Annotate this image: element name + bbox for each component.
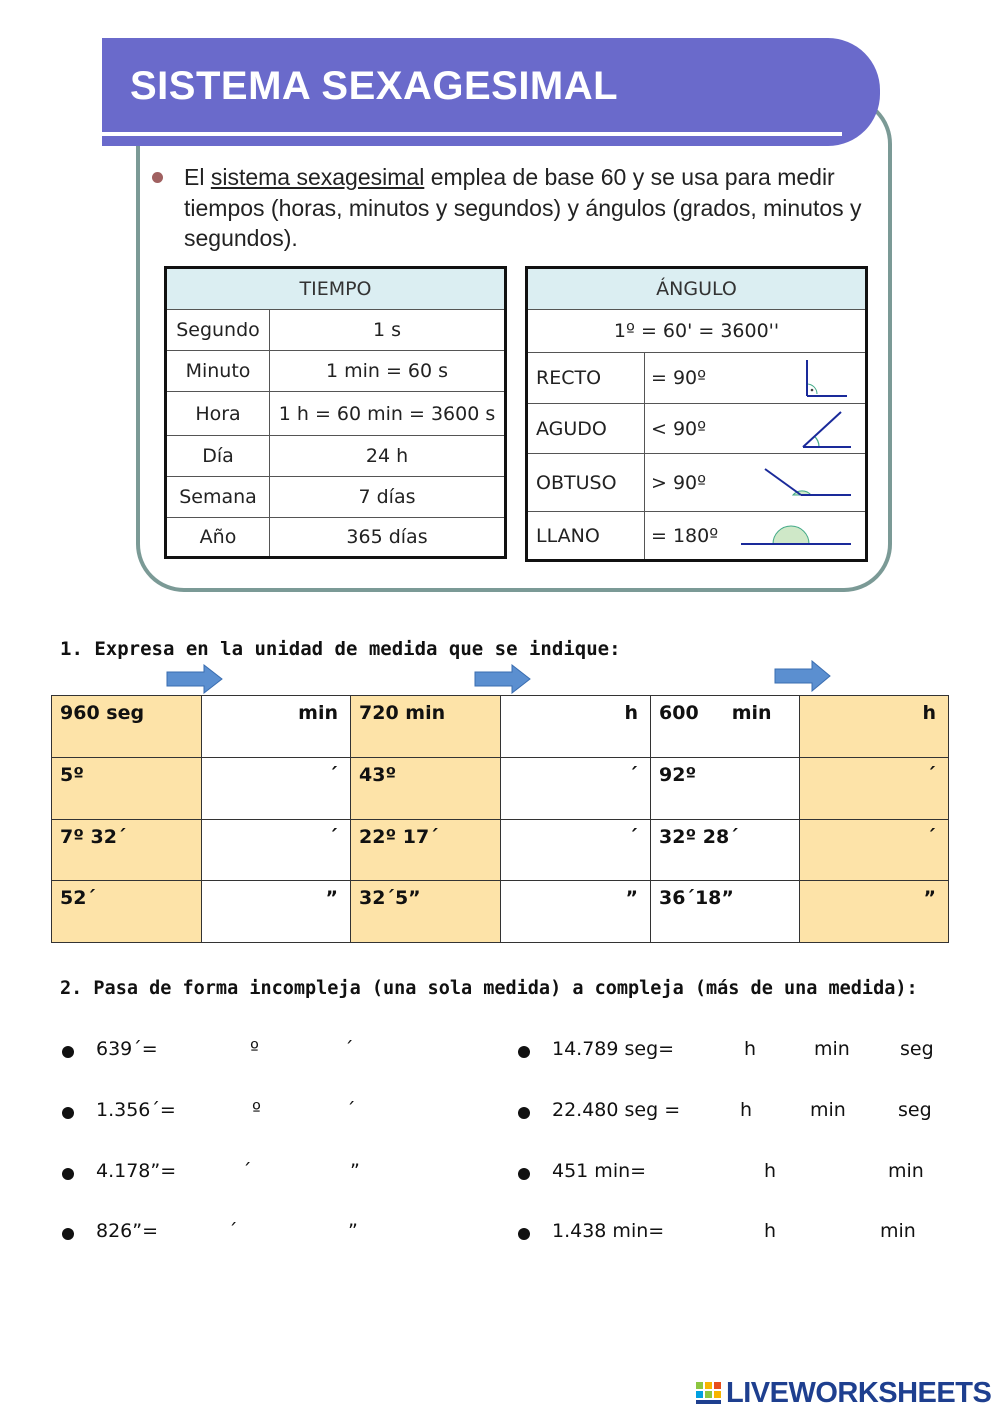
exercise2-item: [62, 1220, 442, 1246]
answer-cell[interactable]: ”: [202, 881, 351, 943]
given-value: 7º 32´: [52, 819, 202, 881]
given-value: 600 min: [651, 696, 800, 758]
tiempo-unit: Minuto: [166, 351, 270, 392]
tiempo-table: [164, 266, 507, 559]
answer-unit[interactable]: min: [810, 1099, 846, 1121]
tiempo-value: 7 días: [270, 477, 506, 518]
exercise2-label: 4.178”=: [96, 1160, 177, 1182]
answer-unit[interactable]: ´: [346, 1099, 356, 1121]
answer-cell[interactable]: h: [501, 696, 651, 758]
intro-part1: El: [184, 164, 211, 190]
intro-underlined: sistema sexagesimal: [210, 164, 425, 190]
bullet-icon: [62, 1168, 74, 1180]
angle-equivalence: 1º = 60' = 3600'': [527, 310, 867, 353]
bullet-icon: [62, 1228, 74, 1240]
answer-cell[interactable]: min: [202, 696, 351, 758]
title-underline: [102, 132, 842, 136]
answer-unit[interactable]: º: [252, 1099, 261, 1121]
bullet-icon: [62, 1107, 74, 1119]
tiempo-unit: Día: [166, 436, 270, 477]
answer-unit[interactable]: h: [764, 1220, 777, 1242]
angle-value: > 90º: [651, 471, 707, 494]
exercise2-item: [62, 1099, 442, 1125]
given-value: 92º: [651, 757, 800, 819]
exercise2-item: [62, 1160, 442, 1186]
answer-unit[interactable]: h: [740, 1099, 753, 1121]
tiempo-unit: Año: [166, 518, 270, 558]
exercise2-label: 1.356´=: [96, 1099, 176, 1121]
tiempo-value: 1 s: [270, 310, 506, 351]
given-value: 52´: [52, 881, 202, 943]
arrow-right-icon: [774, 660, 832, 692]
tiempo-value: 1 h = 60 min = 3600 s: [270, 392, 506, 436]
given-value: 32º 28´: [651, 819, 800, 881]
answer-unit[interactable]: ´: [344, 1038, 354, 1060]
given-value: 720 min: [351, 696, 501, 758]
answer-unit[interactable]: ”: [350, 1160, 360, 1182]
angle-name: LLANO: [527, 512, 645, 561]
answer-cell[interactable]: ´: [800, 819, 949, 881]
answer-cell[interactable]: h: [800, 696, 949, 758]
exercise2-label: 14.789 seg=: [552, 1038, 675, 1060]
given-value: 36´18”: [651, 881, 800, 943]
answer-unit[interactable]: ´: [228, 1220, 238, 1242]
exercise2-label: 22.480 seg =: [552, 1099, 681, 1121]
obtuse-angle-icon: [759, 463, 855, 503]
liveworksheets-logo-icon: [696, 1380, 724, 1406]
angle-value: = 90º: [651, 367, 707, 389]
exercise2-item: [518, 1160, 958, 1186]
answer-unit[interactable]: h: [744, 1038, 757, 1060]
acute-angle-icon: [799, 409, 855, 449]
page-title: SISTEMA SEXAGESIMAL: [130, 64, 619, 108]
bullet-icon: [62, 1046, 74, 1058]
exercise2-item: [62, 1038, 442, 1064]
answer-unit[interactable]: min: [880, 1220, 916, 1242]
tiempo-unit: Hora: [166, 392, 270, 436]
angle-value: = 180º: [651, 524, 719, 547]
answer-cell[interactable]: ´: [501, 757, 651, 819]
bullet-icon: [518, 1107, 530, 1119]
exercise1-heading: 1. Expresa en la unidad de medida que se indique:: [60, 638, 621, 660]
arrow-right-icon: [474, 664, 532, 694]
angle-name: AGUDO: [527, 404, 645, 454]
intro-part2: emplea de base 60 y se usa para medir tiempos (horas, minutos y segundos) y ángulos (grados, minutos y segundos).: [184, 164, 862, 251]
exercise2-label: 1.438 min=: [552, 1220, 665, 1242]
bullet-icon: [518, 1228, 530, 1240]
bullet-icon: [518, 1168, 530, 1180]
answer-cell[interactable]: ´: [800, 757, 949, 819]
tiempo-value: 365 días: [270, 518, 506, 558]
answer-unit[interactable]: min: [814, 1038, 850, 1060]
tiempo-value: 1 min = 60 s: [270, 351, 506, 392]
exercise1-table: [51, 695, 949, 943]
angle-value: < 90º: [651, 417, 707, 440]
answer-cell[interactable]: ´: [202, 757, 351, 819]
arrow-right-icon: [166, 664, 224, 694]
logo-text: LIVEWORKSHEETS: [726, 1376, 992, 1409]
exercise2-heading: 2. Pasa de forma incompleja (una sola medida) a compleja (más de una medida):: [60, 978, 918, 999]
right-angle-icon: [805, 358, 855, 398]
tiempo-unit: Semana: [166, 477, 270, 518]
exercise2-label: 451 min=: [552, 1160, 647, 1182]
angulo-table: [525, 266, 868, 562]
answer-cell[interactable]: ”: [800, 881, 949, 943]
bullet-icon: [518, 1046, 530, 1058]
answer-cell[interactable]: ´: [202, 819, 351, 881]
title-band: [102, 38, 880, 146]
exercise2-item: [518, 1099, 958, 1125]
answer-unit[interactable]: min: [888, 1160, 924, 1182]
answer-unit[interactable]: º: [250, 1038, 259, 1060]
straight-angle-icon: [739, 518, 855, 554]
answer-unit[interactable]: ´: [242, 1160, 252, 1182]
tiempo-unit: Segundo: [166, 310, 270, 351]
answer-cell[interactable]: ”: [501, 881, 651, 943]
angle-name: OBTUSO: [527, 454, 645, 512]
exercise2-item: [518, 1220, 958, 1246]
liveworksheets-logo[interactable]: [696, 1376, 991, 1410]
given-value: 960 seg: [52, 696, 202, 758]
exercise2-item: [518, 1038, 958, 1064]
answer-cell[interactable]: ´: [501, 819, 651, 881]
given-value: 43º: [351, 757, 501, 819]
angle-name: RECTO: [527, 353, 645, 404]
given-value: 5º: [52, 757, 202, 819]
answer-unit[interactable]: h: [764, 1160, 777, 1182]
given-value: 22º 17´: [351, 819, 501, 881]
tiempo-table-title: TIEMPO: [166, 268, 506, 310]
exercise2-label: 639´=: [96, 1038, 158, 1060]
answer-unit[interactable]: seg: [898, 1099, 932, 1121]
answer-unit[interactable]: seg: [900, 1038, 934, 1060]
given-value: 32´5”: [351, 881, 501, 943]
exercise2-label: 826”=: [96, 1220, 159, 1242]
intro-text: [184, 162, 864, 254]
answer-unit[interactable]: ”: [348, 1220, 358, 1242]
tiempo-value: 24 h: [270, 436, 506, 477]
angulo-table-title: ÁNGULO: [527, 268, 867, 310]
intro-bullet-icon: [152, 172, 163, 183]
